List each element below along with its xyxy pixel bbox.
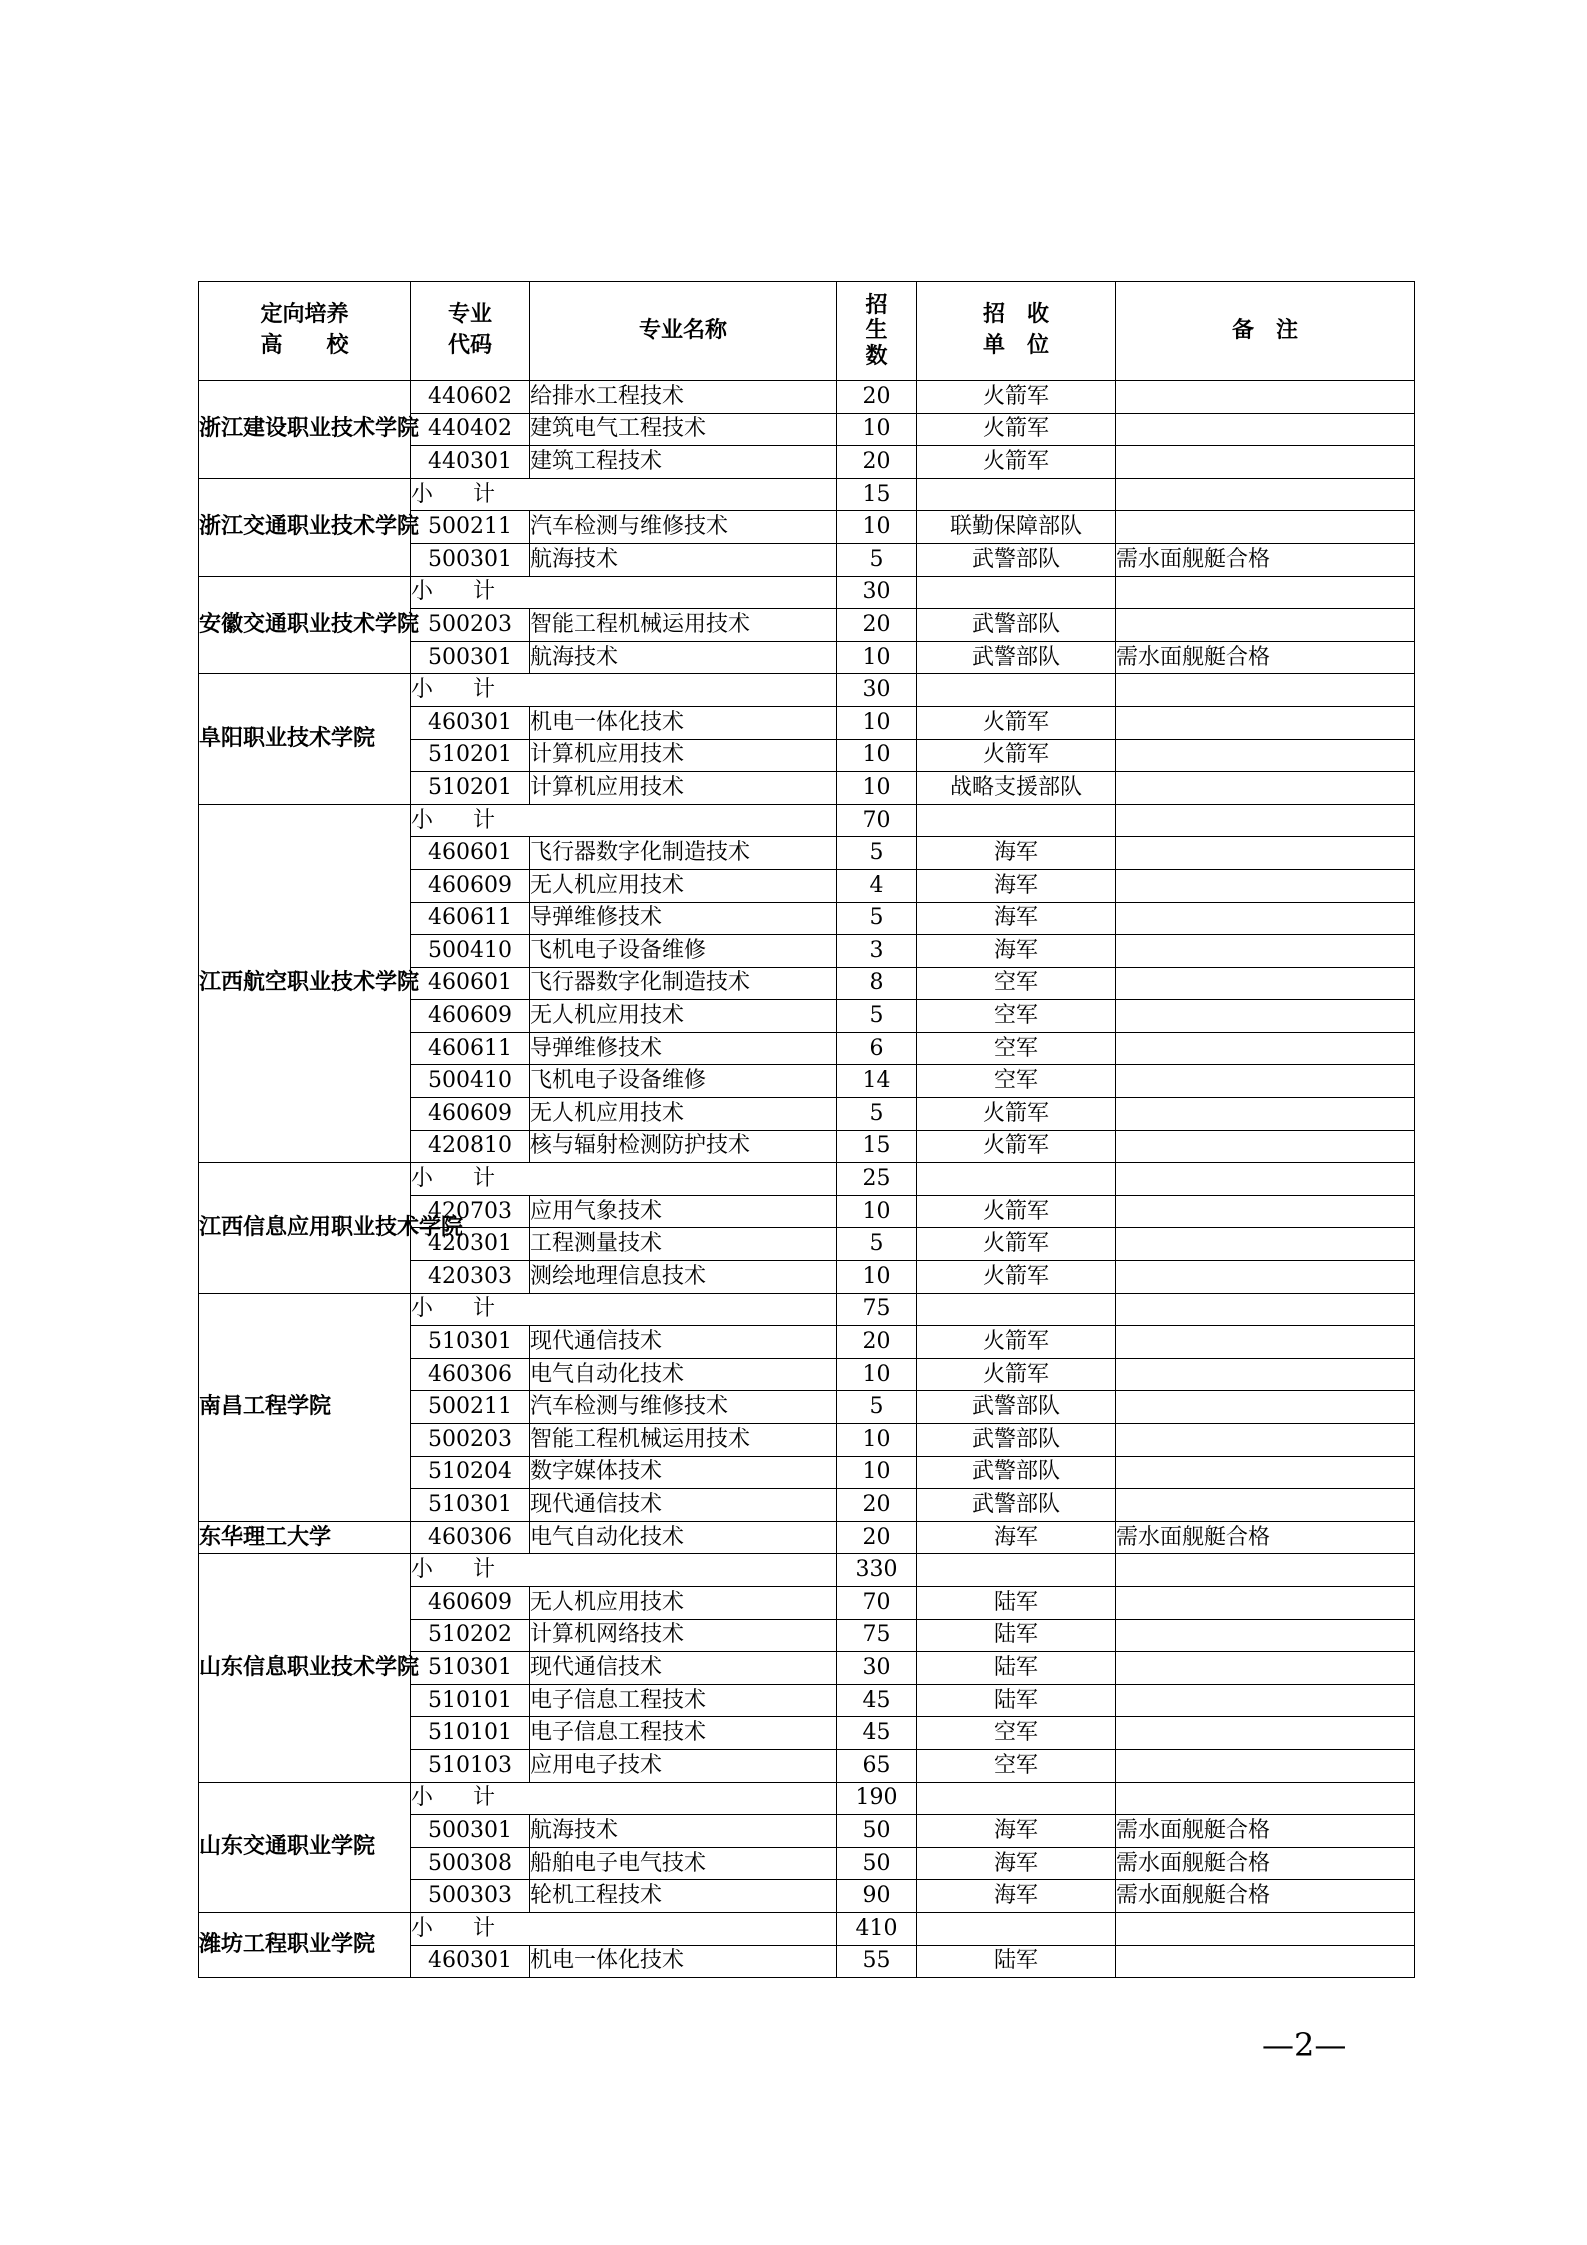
remark xyxy=(1116,1195,1415,1228)
enroll-count: 30 xyxy=(837,1652,917,1685)
major-name: 现代通信技术 xyxy=(530,1489,837,1522)
empty-cell xyxy=(1116,1554,1415,1587)
subtotal-count: 25 xyxy=(837,1163,917,1196)
recruit-unit: 海军 xyxy=(917,837,1116,870)
enroll-count: 8 xyxy=(837,967,917,1000)
major-code: 510201 xyxy=(411,772,530,805)
enroll-count: 5 xyxy=(837,902,917,935)
enroll-count: 10 xyxy=(837,641,917,674)
header-count: 招 生 数 xyxy=(837,282,917,381)
enroll-count: 10 xyxy=(837,1195,917,1228)
enroll-count: 10 xyxy=(837,772,917,805)
major-code: 500203 xyxy=(411,609,530,642)
major-name: 智能工程机械运用技术 xyxy=(530,609,837,642)
major-code: 440602 xyxy=(411,381,530,414)
major-name: 无人机应用技术 xyxy=(530,1098,837,1131)
remark xyxy=(1116,446,1415,479)
major-name: 飞机电子设备维修 xyxy=(530,1065,837,1098)
major-name: 数字媒体技术 xyxy=(530,1456,837,1489)
major-code: 460601 xyxy=(411,967,530,1000)
remark xyxy=(1116,609,1415,642)
enroll-count: 20 xyxy=(837,446,917,479)
major-name: 导弹维修技术 xyxy=(530,1032,837,1065)
school-name: 东华理工大学 xyxy=(199,1521,411,1554)
recruit-unit: 海军 xyxy=(917,869,1116,902)
subtotal-label: 小计 xyxy=(411,1554,837,1587)
header-note: 备 注 xyxy=(1116,282,1415,381)
remark xyxy=(1116,381,1415,414)
subtotal-label: 小计 xyxy=(411,576,837,609)
recruit-unit: 陆军 xyxy=(917,1652,1116,1685)
major-code: 420810 xyxy=(411,1130,530,1163)
recruit-unit: 陆军 xyxy=(917,1945,1116,1978)
enroll-count: 3 xyxy=(837,935,917,968)
major-code: 460301 xyxy=(411,706,530,739)
recruit-unit: 火箭军 xyxy=(917,1098,1116,1131)
empty-cell xyxy=(1116,674,1415,707)
enroll-count: 10 xyxy=(837,1424,917,1457)
recruit-unit: 战略支援部队 xyxy=(917,772,1116,805)
remark xyxy=(1116,1326,1415,1359)
recruit-unit: 火箭军 xyxy=(917,413,1116,446)
remark xyxy=(1116,772,1415,805)
major-name: 测绘地理信息技术 xyxy=(530,1261,837,1294)
table-row xyxy=(199,1521,1415,1554)
major-code: 460609 xyxy=(411,869,530,902)
enroll-count: 10 xyxy=(837,413,917,446)
enroll-count: 5 xyxy=(837,837,917,870)
remark xyxy=(1116,1424,1415,1457)
subtotal-row xyxy=(199,1912,1415,1945)
major-code: 500303 xyxy=(411,1880,530,1913)
major-name: 电子信息工程技术 xyxy=(530,1684,837,1717)
enroll-count: 75 xyxy=(837,1619,917,1652)
subtotal-count: 30 xyxy=(837,674,917,707)
recruit-unit: 空军 xyxy=(917,967,1116,1000)
major-name: 电子信息工程技术 xyxy=(530,1717,837,1750)
major-name: 飞行器数字化制造技术 xyxy=(530,837,837,870)
empty-cell xyxy=(1116,1782,1415,1815)
empty-cell xyxy=(917,1782,1116,1815)
header-code: 专业 代码 xyxy=(411,282,530,381)
recruit-unit: 火箭军 xyxy=(917,1358,1116,1391)
recruit-unit: 火箭军 xyxy=(917,381,1116,414)
subtotal-row xyxy=(199,478,1415,511)
major-code: 510202 xyxy=(411,1619,530,1652)
recruit-unit: 火箭军 xyxy=(917,1228,1116,1261)
enroll-count: 20 xyxy=(837,609,917,642)
subtotal-row xyxy=(199,1782,1415,1815)
empty-cell xyxy=(917,1912,1116,1945)
empty-cell xyxy=(1116,1912,1415,1945)
major-code: 500301 xyxy=(411,641,530,674)
major-code: 460609 xyxy=(411,1000,530,1033)
subtotal-row xyxy=(199,1554,1415,1587)
remark: 需水面舰艇合格 xyxy=(1116,1815,1415,1848)
header-row xyxy=(199,282,1415,381)
major-name: 建筑电气工程技术 xyxy=(530,413,837,446)
major-name: 船舶电子电气技术 xyxy=(530,1847,837,1880)
subtotal-label: 小计 xyxy=(411,1912,837,1945)
empty-cell xyxy=(917,674,1116,707)
remark xyxy=(1116,1032,1415,1065)
recruit-unit: 火箭军 xyxy=(917,1326,1116,1359)
recruit-unit: 海军 xyxy=(917,1815,1116,1848)
enroll-count: 10 xyxy=(837,1358,917,1391)
empty-cell xyxy=(917,804,1116,837)
recruit-unit: 武警部队 xyxy=(917,609,1116,642)
major-name: 电气自动化技术 xyxy=(530,1521,837,1554)
enroll-count: 15 xyxy=(837,1130,917,1163)
major-name: 计算机网络技术 xyxy=(530,1619,837,1652)
remark xyxy=(1116,1489,1415,1522)
remark xyxy=(1116,1619,1415,1652)
subtotal-row xyxy=(199,674,1415,707)
remark xyxy=(1116,1358,1415,1391)
remark xyxy=(1116,1586,1415,1619)
remark xyxy=(1116,1945,1415,1978)
empty-cell xyxy=(917,1293,1116,1326)
subtotal-count: 190 xyxy=(837,1782,917,1815)
empty-cell xyxy=(917,576,1116,609)
major-code: 420301 xyxy=(411,1228,530,1261)
enroll-count: 20 xyxy=(837,1326,917,1359)
recruit-unit: 海军 xyxy=(917,1521,1116,1554)
subtotal-label: 小计 xyxy=(411,674,837,707)
enroll-count: 5 xyxy=(837,1098,917,1131)
subtotal-count: 15 xyxy=(837,478,917,511)
major-code: 510201 xyxy=(411,739,530,772)
subtotal-row xyxy=(199,1293,1415,1326)
major-code: 460601 xyxy=(411,837,530,870)
major-name: 无人机应用技术 xyxy=(530,869,837,902)
school-name: 山东信息职业技术学院 xyxy=(199,1554,411,1782)
school-name: 潍坊工程职业学院 xyxy=(199,1912,411,1977)
empty-cell xyxy=(1116,1163,1415,1196)
subtotal-label: 小计 xyxy=(411,804,837,837)
major-code: 510301 xyxy=(411,1326,530,1359)
subtotal-row xyxy=(199,804,1415,837)
enroll-count: 50 xyxy=(837,1847,917,1880)
major-code: 460611 xyxy=(411,902,530,935)
recruit-unit: 火箭军 xyxy=(917,1261,1116,1294)
major-code: 510301 xyxy=(411,1652,530,1685)
major-name: 机电一体化技术 xyxy=(530,1945,837,1978)
enroll-count: 10 xyxy=(837,511,917,544)
major-code: 500410 xyxy=(411,1065,530,1098)
major-name: 汽车检测与维修技术 xyxy=(530,1391,837,1424)
major-name: 电气自动化技术 xyxy=(530,1358,837,1391)
enroll-count: 4 xyxy=(837,869,917,902)
remark xyxy=(1116,413,1415,446)
major-code: 500301 xyxy=(411,543,530,576)
empty-cell xyxy=(1116,576,1415,609)
remark xyxy=(1116,706,1415,739)
enroll-count: 10 xyxy=(837,1456,917,1489)
major-code: 500308 xyxy=(411,1847,530,1880)
enroll-count: 5 xyxy=(837,543,917,576)
remark: 需水面舰艇合格 xyxy=(1116,1521,1415,1554)
recruit-unit: 陆军 xyxy=(917,1619,1116,1652)
header-school: 定向培养 高 校 xyxy=(199,282,411,381)
major-name: 汽车检测与维修技术 xyxy=(530,511,837,544)
recruit-unit: 海军 xyxy=(917,902,1116,935)
recruit-unit: 海军 xyxy=(917,1880,1116,1913)
major-code: 500203 xyxy=(411,1424,530,1457)
remark xyxy=(1116,1652,1415,1685)
major-code: 460306 xyxy=(411,1521,530,1554)
enroll-count: 50 xyxy=(837,1815,917,1848)
recruit-unit: 武警部队 xyxy=(917,1489,1116,1522)
major-name: 智能工程机械运用技术 xyxy=(530,1424,837,1457)
major-name: 航海技术 xyxy=(530,641,837,674)
major-name: 飞行器数字化制造技术 xyxy=(530,967,837,1000)
subtotal-row xyxy=(199,1163,1415,1196)
remark xyxy=(1116,1130,1415,1163)
remark xyxy=(1116,902,1415,935)
major-name: 给排水工程技术 xyxy=(530,381,837,414)
remark xyxy=(1116,967,1415,1000)
major-name: 机电一体化技术 xyxy=(530,706,837,739)
major-name: 核与辐射检测防护技术 xyxy=(530,1130,837,1163)
major-name: 航海技术 xyxy=(530,1815,837,1848)
enroll-count: 10 xyxy=(837,706,917,739)
major-name: 导弹维修技术 xyxy=(530,902,837,935)
recruit-unit: 武警部队 xyxy=(917,1456,1116,1489)
school-name: 江西信息应用职业技术学院 xyxy=(199,1163,411,1293)
enroll-count: 45 xyxy=(837,1684,917,1717)
remark xyxy=(1116,935,1415,968)
major-code: 420303 xyxy=(411,1261,530,1294)
school-name: 江西航空职业技术学院 xyxy=(199,804,411,1163)
major-name: 现代通信技术 xyxy=(530,1326,837,1359)
enroll-count: 10 xyxy=(837,1261,917,1294)
remark xyxy=(1116,869,1415,902)
major-code: 420703 xyxy=(411,1195,530,1228)
header-unit: 招 收 单 位 xyxy=(917,282,1116,381)
remark xyxy=(1116,1098,1415,1131)
subtotal-row xyxy=(199,576,1415,609)
remark xyxy=(1116,1684,1415,1717)
major-code: 510101 xyxy=(411,1717,530,1750)
enroll-count: 45 xyxy=(837,1717,917,1750)
remark xyxy=(1116,739,1415,772)
major-code: 500211 xyxy=(411,511,530,544)
major-name: 应用气象技术 xyxy=(530,1195,837,1228)
empty-cell xyxy=(1116,478,1415,511)
major-name: 建筑工程技术 xyxy=(530,446,837,479)
major-code: 460609 xyxy=(411,1586,530,1619)
major-name: 工程测量技术 xyxy=(530,1228,837,1261)
remark: 需水面舰艇合格 xyxy=(1116,641,1415,674)
major-code: 510103 xyxy=(411,1749,530,1782)
recruit-unit: 火箭军 xyxy=(917,446,1116,479)
major-code: 460306 xyxy=(411,1358,530,1391)
recruit-unit: 空军 xyxy=(917,1000,1116,1033)
recruit-unit: 海军 xyxy=(917,935,1116,968)
school-name: 浙江建设职业技术学院 xyxy=(199,381,411,479)
enroll-count: 65 xyxy=(837,1749,917,1782)
recruit-unit: 武警部队 xyxy=(917,543,1116,576)
remark xyxy=(1116,1391,1415,1424)
remark: 需水面舰艇合格 xyxy=(1116,1880,1415,1913)
page-number: —2— xyxy=(1262,2026,1347,2064)
recruit-unit: 火箭军 xyxy=(917,1130,1116,1163)
major-code: 500301 xyxy=(411,1815,530,1848)
empty-cell xyxy=(1116,804,1415,837)
major-name: 无人机应用技术 xyxy=(530,1586,837,1619)
major-code: 500410 xyxy=(411,935,530,968)
major-code: 440301 xyxy=(411,446,530,479)
major-name: 航海技术 xyxy=(530,543,837,576)
subtotal-count: 330 xyxy=(837,1554,917,1587)
enroll-count: 10 xyxy=(837,739,917,772)
enroll-count: 55 xyxy=(837,1945,917,1978)
enroll-count: 20 xyxy=(837,381,917,414)
enroll-count: 5 xyxy=(837,1391,917,1424)
subtotal-count: 410 xyxy=(837,1912,917,1945)
major-code: 440402 xyxy=(411,413,530,446)
enroll-count: 14 xyxy=(837,1065,917,1098)
remark: 需水面舰艇合格 xyxy=(1116,1847,1415,1880)
school-name: 阜阳职业技术学院 xyxy=(199,674,411,804)
recruit-unit: 空军 xyxy=(917,1065,1116,1098)
subtotal-label: 小计 xyxy=(411,1163,837,1196)
recruit-unit: 空军 xyxy=(917,1032,1116,1065)
school-name: 山东交通职业学院 xyxy=(199,1782,411,1912)
enroll-count: 20 xyxy=(837,1489,917,1522)
recruit-unit: 海军 xyxy=(917,1847,1116,1880)
subtotal-label: 小计 xyxy=(411,478,837,511)
major-name: 无人机应用技术 xyxy=(530,1000,837,1033)
remark xyxy=(1116,511,1415,544)
recruit-unit: 陆军 xyxy=(917,1684,1116,1717)
major-name: 计算机应用技术 xyxy=(530,739,837,772)
enroll-count: 6 xyxy=(837,1032,917,1065)
school-name: 南昌工程学院 xyxy=(199,1293,411,1521)
remark xyxy=(1116,1749,1415,1782)
enroll-count: 90 xyxy=(837,1880,917,1913)
empty-cell xyxy=(917,1163,1116,1196)
subtotal-count: 70 xyxy=(837,804,917,837)
major-code: 460611 xyxy=(411,1032,530,1065)
recruit-unit: 武警部队 xyxy=(917,1391,1116,1424)
recruit-unit: 陆军 xyxy=(917,1586,1116,1619)
empty-cell xyxy=(917,478,1116,511)
major-code: 510301 xyxy=(411,1489,530,1522)
remark xyxy=(1116,1228,1415,1261)
subtotal-count: 30 xyxy=(837,576,917,609)
major-code: 460301 xyxy=(411,1945,530,1978)
major-code: 460609 xyxy=(411,1098,530,1131)
empty-cell xyxy=(1116,1293,1415,1326)
enroll-count: 70 xyxy=(837,1586,917,1619)
major-name: 计算机应用技术 xyxy=(530,772,837,805)
major-name: 现代通信技术 xyxy=(530,1652,837,1685)
recruit-unit: 武警部队 xyxy=(917,641,1116,674)
recruit-unit: 武警部队 xyxy=(917,1424,1116,1457)
recruit-unit: 火箭军 xyxy=(917,706,1116,739)
enroll-count: 20 xyxy=(837,1521,917,1554)
major-name: 应用电子技术 xyxy=(530,1749,837,1782)
school-name: 浙江交通职业技术学院 xyxy=(199,478,411,576)
remark xyxy=(1116,837,1415,870)
school-name: 安徽交通职业技术学院 xyxy=(199,576,411,674)
major-name: 轮机工程技术 xyxy=(530,1880,837,1913)
remark: 需水面舰艇合格 xyxy=(1116,543,1415,576)
recruit-unit: 联勤保障部队 xyxy=(917,511,1116,544)
remark xyxy=(1116,1000,1415,1033)
enrollment-table xyxy=(198,281,1415,1978)
major-code: 510204 xyxy=(411,1456,530,1489)
subtotal-count: 75 xyxy=(837,1293,917,1326)
table-body xyxy=(199,381,1415,1978)
recruit-unit: 空军 xyxy=(917,1717,1116,1750)
recruit-unit: 火箭军 xyxy=(917,739,1116,772)
recruit-unit: 空军 xyxy=(917,1749,1116,1782)
major-code: 510101 xyxy=(411,1684,530,1717)
empty-cell xyxy=(917,1554,1116,1587)
major-code: 500211 xyxy=(411,1391,530,1424)
enroll-count: 5 xyxy=(837,1000,917,1033)
recruit-unit: 火箭军 xyxy=(917,1195,1116,1228)
table-row xyxy=(199,381,1415,414)
header-major-name: 专业名称 xyxy=(530,282,837,381)
remark xyxy=(1116,1717,1415,1750)
enroll-count: 5 xyxy=(837,1228,917,1261)
subtotal-label: 小计 xyxy=(411,1293,837,1326)
remark xyxy=(1116,1065,1415,1098)
remark xyxy=(1116,1456,1415,1489)
remark xyxy=(1116,1261,1415,1294)
subtotal-label: 小计 xyxy=(411,1782,837,1815)
major-name: 飞机电子设备维修 xyxy=(530,935,837,968)
